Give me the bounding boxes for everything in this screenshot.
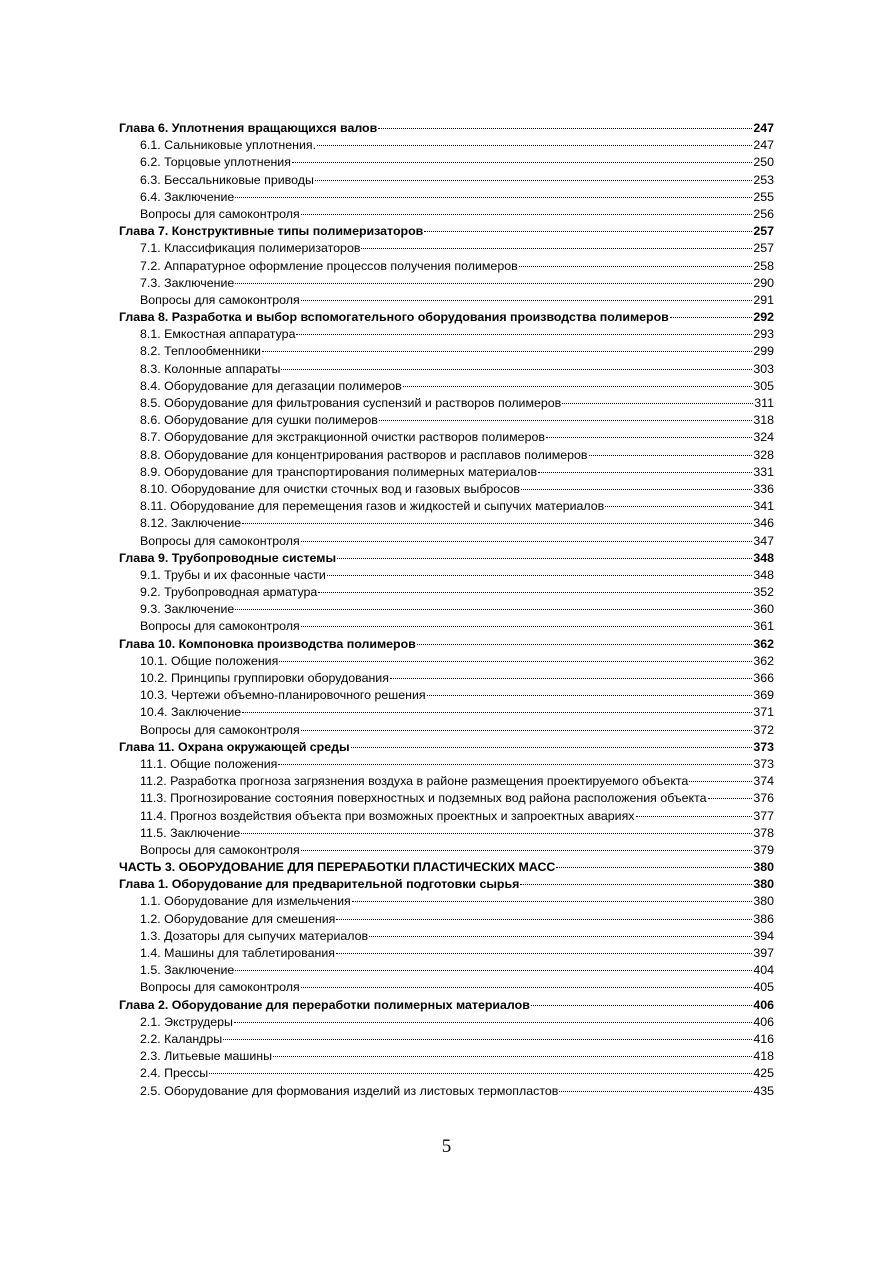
dot-leader (242, 523, 752, 524)
toc-entry-page: 255 (753, 189, 774, 204)
toc-entry-page: 377 (753, 808, 774, 823)
toc-section-entry (119, 447, 774, 464)
toc-chapter-entry (119, 120, 774, 137)
dot-leader (301, 541, 753, 542)
toc-section-entry (119, 893, 774, 910)
dot-leader (351, 747, 753, 748)
dot-leader (336, 953, 752, 954)
dot-leader (281, 369, 752, 370)
toc-entry-title: 10.2. Принципы группировки оборудования (140, 671, 389, 685)
toc-entry-page: 347 (753, 533, 774, 548)
toc-entry-page: 305 (753, 378, 774, 393)
dot-leader (235, 609, 752, 610)
toc-entry-page: 366 (753, 671, 774, 685)
toc-entry-title: Глава 1. Оборудование для предварительной подготовки сырья (119, 877, 520, 892)
toc-entry-page: 406 (753, 1014, 774, 1029)
dot-leader (708, 798, 753, 799)
dot-leader (278, 764, 752, 765)
toc-entry-title: 9.3. Заключение (140, 602, 235, 617)
toc-section-entry (119, 275, 774, 292)
toc-entry-title: 10.3. Чертежи объемно-планировочного решения (140, 688, 426, 703)
toc-entry-title: Вопросы для самоконтроля (140, 206, 300, 221)
toc-entry-title: Глава 11. Охрана окружающей среды (119, 739, 350, 754)
dot-leader (234, 1022, 752, 1023)
toc-entry-page: 405 (753, 980, 774, 995)
toc-entry-title: 7.2. Аппаратурное оформление процессов получения полимеров (140, 258, 518, 273)
dot-leader (262, 351, 752, 352)
toc-entry-title: 8.9. Оборудование для транспортирования полимерных материалов (140, 464, 538, 479)
table-of-contents (119, 120, 774, 1100)
toc-section-entry (119, 172, 774, 189)
toc-section-entry (119, 1083, 774, 1100)
toc-section-entry (119, 395, 774, 412)
toc-entry-page: 258 (753, 258, 774, 273)
dot-leader (427, 695, 753, 696)
dot-leader (521, 489, 752, 490)
toc-entry-page: 406 (753, 997, 774, 1012)
toc-entry-title: 8.6. Оборудование для сушки полимеров (140, 413, 378, 428)
toc-section-entry (119, 498, 774, 515)
toc-entry-page: 362 (753, 653, 774, 668)
dot-leader (301, 730, 753, 731)
toc-entry-title: 6.2. Торцовые уплотнения (140, 155, 291, 170)
toc-entry-page: 360 (753, 602, 774, 617)
toc-entry-title: 2.2. Каландры (140, 1031, 223, 1046)
dot-leader (317, 145, 752, 146)
toc-entry-page: 380 (753, 877, 774, 892)
dot-leader (235, 283, 752, 284)
dot-leader (301, 850, 753, 851)
toc-entry-title: 8.8. Оборудование для концентрирования растворов и расплавов полимеров (140, 447, 588, 462)
toc-section-entry (119, 326, 774, 343)
toc-section-entry (119, 258, 774, 275)
dot-leader (279, 661, 752, 662)
toc-entry-page: 256 (753, 206, 774, 221)
toc-entry-title: 11.3. Прогнозирование состояния поверхностных и подземных вод района расположения объекта (140, 791, 707, 806)
toc-chapter-entry (119, 223, 774, 240)
dot-leader (301, 300, 753, 301)
toc-entry-title: Вопросы для самоконтроля (140, 619, 300, 634)
dot-leader (336, 919, 752, 920)
toc-section-entry (119, 567, 774, 584)
toc-entry-page: 418 (753, 1049, 774, 1064)
dot-leader (390, 678, 752, 679)
toc-entry-title: 1.3. Дозаторы для сыпучих материалов (140, 928, 369, 943)
toc-section-entry (119, 515, 774, 532)
toc-entry-title: 10.1. Общие положения (140, 653, 279, 668)
toc-entry-title: ЧАСТЬ 3. ОБОРУДОВАНИЕ ДЛЯ ПЕРЕРАБОТКИ ПЛАСТИЧЕСКИХ МАСС (119, 860, 556, 875)
toc-entry-page: 336 (753, 481, 774, 496)
toc-entry-page: 397 (753, 946, 774, 960)
toc-entry-page: 362 (753, 636, 774, 651)
toc-entry-title: 11.4. Прогноз воздействия объекта при возможных проектных и запроектных авариях (140, 808, 635, 823)
toc-entry-page: 379 (753, 842, 774, 857)
toc-entry-title: 11.2. Разработка прогноза загрязнения воздуха в районе размещения проектируемого объекта (140, 774, 689, 789)
toc-section-entry (119, 1014, 774, 1031)
toc-chapter-entry (119, 997, 774, 1014)
toc-entry-title: 7.3. Заключение (140, 275, 235, 290)
toc-section-entry (119, 584, 774, 601)
toc-entry-title: Вопросы для самоконтроля (140, 292, 300, 307)
toc-entry-page: 292 (753, 310, 774, 325)
toc-entry-title: Глава 2. Оборудование для переработки полимерных материалов (119, 997, 530, 1012)
toc-entry-page: 257 (753, 241, 774, 256)
toc-entry-page: 371 (753, 705, 774, 720)
toc-section-entry (119, 1031, 774, 1048)
toc-entry-title: 9.2. Трубопроводная арматура (140, 585, 318, 600)
dot-leader (241, 833, 752, 834)
toc-entry-page: 372 (753, 722, 774, 737)
toc-entry-title: 7.1. Классификация полимеризаторов (140, 241, 361, 256)
dot-leader (556, 867, 752, 868)
dot-leader (301, 626, 753, 627)
toc-section-entry (119, 962, 774, 979)
dot-leader (235, 970, 752, 971)
toc-entry-title: 8.10. Оборудование для очистки сточных вод и газовых выбросов (140, 481, 521, 496)
dot-leader (531, 1005, 752, 1006)
toc-entry-page: 386 (753, 911, 774, 926)
toc-entry-page: 378 (753, 825, 774, 840)
toc-entry-page: 291 (753, 292, 774, 307)
toc-entry-title: 6.1. Сальниковые уплотнения. (140, 138, 317, 153)
toc-entry-title: Глава 8. Разработка и выбор вспомогательного оборудования производства полимеров (119, 310, 669, 325)
dot-leader (589, 455, 753, 456)
toc-entry-title: 9.1. Трубы и их фасонные части (140, 567, 326, 582)
dot-leader (605, 506, 752, 507)
toc-entry-page: 257 (753, 224, 774, 239)
toc-entry-page: 416 (753, 1031, 774, 1046)
toc-entry-page: 380 (753, 894, 774, 909)
toc-entry-title: 8.1. Емкостная аппаратура (140, 327, 296, 342)
toc-section-entry (119, 481, 774, 498)
toc-entry-title: Вопросы для самоконтроля (140, 533, 300, 548)
toc-entry-page: 369 (753, 688, 774, 703)
dot-leader (670, 317, 753, 318)
toc-entry-page: 380 (753, 860, 774, 875)
dot-leader (636, 816, 753, 817)
toc-section-entry (119, 979, 774, 996)
toc-entry-title: Глава 7. Конструктивные типы полимеризаторов (119, 224, 424, 239)
dot-leader (292, 162, 752, 163)
toc-section-entry (119, 670, 774, 687)
toc-entry-page: 328 (753, 447, 774, 462)
dot-leader (242, 712, 752, 713)
toc-section-entry (119, 240, 774, 257)
toc-entry-page: 348 (753, 550, 774, 565)
toc-entry-title: 1.2. Оборудование для смешения (140, 911, 336, 926)
dot-leader (559, 1091, 752, 1092)
toc-entry-title: 2.5. Оборудование для формования изделий из листовых термопластов (140, 1083, 559, 1098)
toc-section-entry (119, 292, 774, 309)
toc-section-entry (119, 687, 774, 704)
toc-section-entry (119, 189, 774, 206)
dot-leader (369, 936, 752, 937)
toc-section-entry (119, 653, 774, 670)
toc-entry-page: 303 (753, 361, 774, 376)
dot-leader (546, 437, 752, 438)
dot-leader (337, 558, 752, 559)
toc-chapter-entry (119, 550, 774, 567)
toc-entry-page: 361 (753, 619, 774, 634)
toc-entry-title: Глава 6. Уплотнения вращающихся валов (119, 121, 378, 135)
toc-section-entry (119, 618, 774, 635)
dot-leader (562, 403, 753, 404)
toc-entry-title: 8.11. Оборудование для перемещения газов и жидкостей и сыпучих материалов (140, 499, 605, 514)
toc-entry-title: 8.12. Заключение (140, 516, 242, 531)
toc-entry-page: 290 (753, 275, 774, 290)
toc-section-entry (119, 412, 774, 429)
toc-entry-title: 11.1. Общие положения (140, 756, 278, 771)
dot-leader (352, 901, 753, 902)
toc-chapter-entry (119, 739, 774, 756)
toc-section-entry (119, 343, 774, 360)
dot-leader (424, 231, 752, 232)
dot-leader (378, 128, 752, 129)
toc-entry-page: 346 (753, 516, 774, 531)
toc-section-entry (119, 429, 774, 446)
toc-entry-page: 250 (753, 155, 774, 170)
dot-leader (327, 575, 753, 576)
toc-entry-title: Вопросы для самоконтроля (140, 842, 300, 857)
toc-section-entry (119, 704, 774, 721)
toc-section-entry (119, 945, 774, 962)
toc-entry-page: 318 (753, 413, 774, 428)
toc-entry-title: 2.4. Прессы (140, 1066, 209, 1081)
toc-entry-page: 324 (753, 430, 774, 445)
toc-section-entry (119, 361, 774, 378)
toc-section-entry (119, 533, 774, 550)
dot-leader (296, 334, 752, 335)
dot-leader (361, 248, 752, 249)
toc-entry-title: 1.5. Заключение (140, 963, 235, 978)
toc-entry-page: 373 (753, 739, 774, 754)
toc-section-entry (119, 808, 774, 825)
toc-entry-title: 11.5. Заключение (140, 825, 241, 840)
toc-entry-page: 352 (753, 585, 774, 600)
dot-leader (301, 214, 753, 215)
toc-entry-title: 6.3. Бессальниковые приводы (140, 172, 314, 187)
toc-chapter-entry (119, 636, 774, 653)
dot-leader (209, 1073, 752, 1074)
toc-entry-title: 8.7. Оборудование для экстракционной очистки растворов полимеров (140, 430, 545, 445)
toc-section-entry (119, 756, 774, 773)
toc-entry-title: Вопросы для самоконтроля (140, 722, 300, 737)
toc-entry-title: 6.4. Заключение (140, 189, 235, 204)
toc-section-entry (119, 928, 774, 945)
toc-entry-page: 311 (754, 396, 774, 410)
dot-leader (520, 884, 752, 885)
toc-chapter-entry (119, 309, 774, 326)
toc-entry-page: 394 (753, 928, 774, 943)
toc-section-entry (119, 464, 774, 481)
dot-leader (235, 197, 752, 198)
toc-entry-page: 425 (753, 1066, 774, 1081)
toc-section-entry (119, 722, 774, 739)
toc-entry-title: Вопросы для самоконтроля (140, 980, 300, 995)
toc-entry-title: 1.4. Машины для таблетирования (140, 946, 335, 960)
toc-entry-title: 1.1. Оборудование для измельчения (140, 894, 351, 909)
dot-leader (538, 472, 752, 473)
dot-leader (318, 592, 752, 593)
toc-section-entry (119, 206, 774, 223)
dot-leader (315, 180, 752, 181)
toc-section-entry (119, 601, 774, 618)
dot-leader (519, 266, 753, 267)
toc-entry-page: 348 (753, 567, 774, 582)
dot-leader (417, 644, 753, 645)
toc-entry-page: 404 (753, 963, 774, 978)
toc-entry-title: 2.1. Экструдеры (140, 1014, 233, 1029)
toc-entry-title: 8.2. Теплообменники (140, 344, 261, 359)
toc-entry-title: 8.4. Оборудование для дегазации полимеров (140, 378, 402, 393)
toc-section-entry (119, 773, 774, 790)
page-number: 5 (441, 1136, 452, 1157)
toc-entry-page: 331 (753, 464, 774, 479)
toc-entry-page: 341 (753, 499, 774, 514)
toc-entry-title: 8.5. Оборудование для фильтрования суспензий и растворов полимеров (140, 396, 562, 410)
toc-entry-page: 253 (753, 172, 774, 187)
toc-section-entry (119, 137, 774, 154)
toc-section-entry (119, 842, 774, 859)
dot-leader (223, 1039, 752, 1040)
toc-entry-page: 293 (753, 327, 774, 342)
toc-entry-page: 299 (753, 344, 774, 359)
dot-leader (273, 1056, 752, 1057)
toc-chapter-entry (119, 859, 774, 876)
toc-section-entry (119, 1065, 774, 1082)
toc-chapter-entry (119, 876, 774, 893)
toc-section-entry (119, 790, 774, 807)
toc-entry-title: Глава 10. Компоновка производства полимеров (119, 636, 416, 651)
toc-section-entry (119, 378, 774, 395)
toc-section-entry (119, 1048, 774, 1065)
toc-entry-page: 247 (753, 138, 774, 153)
toc-entry-page: 373 (753, 756, 774, 771)
toc-entry-title: 8.3. Колонные аппараты (140, 361, 281, 376)
toc-entry-page: 247 (753, 121, 774, 135)
dot-leader (689, 781, 752, 782)
toc-entry-title: Глава 9. Трубопроводные системы (119, 550, 337, 565)
dot-leader (379, 420, 753, 421)
toc-section-entry (119, 825, 774, 842)
toc-entry-page: 374 (753, 774, 774, 789)
toc-entry-title: 2.3. Литьевые машины (140, 1049, 273, 1064)
dot-leader (403, 386, 753, 387)
toc-section-entry (119, 911, 774, 928)
toc-entry-page: 435 (753, 1083, 774, 1098)
dot-leader (301, 987, 753, 988)
toc-entry-page: 376 (753, 791, 774, 806)
toc-section-entry (119, 154, 774, 171)
toc-entry-title: 10.4. Заключение (140, 705, 242, 720)
